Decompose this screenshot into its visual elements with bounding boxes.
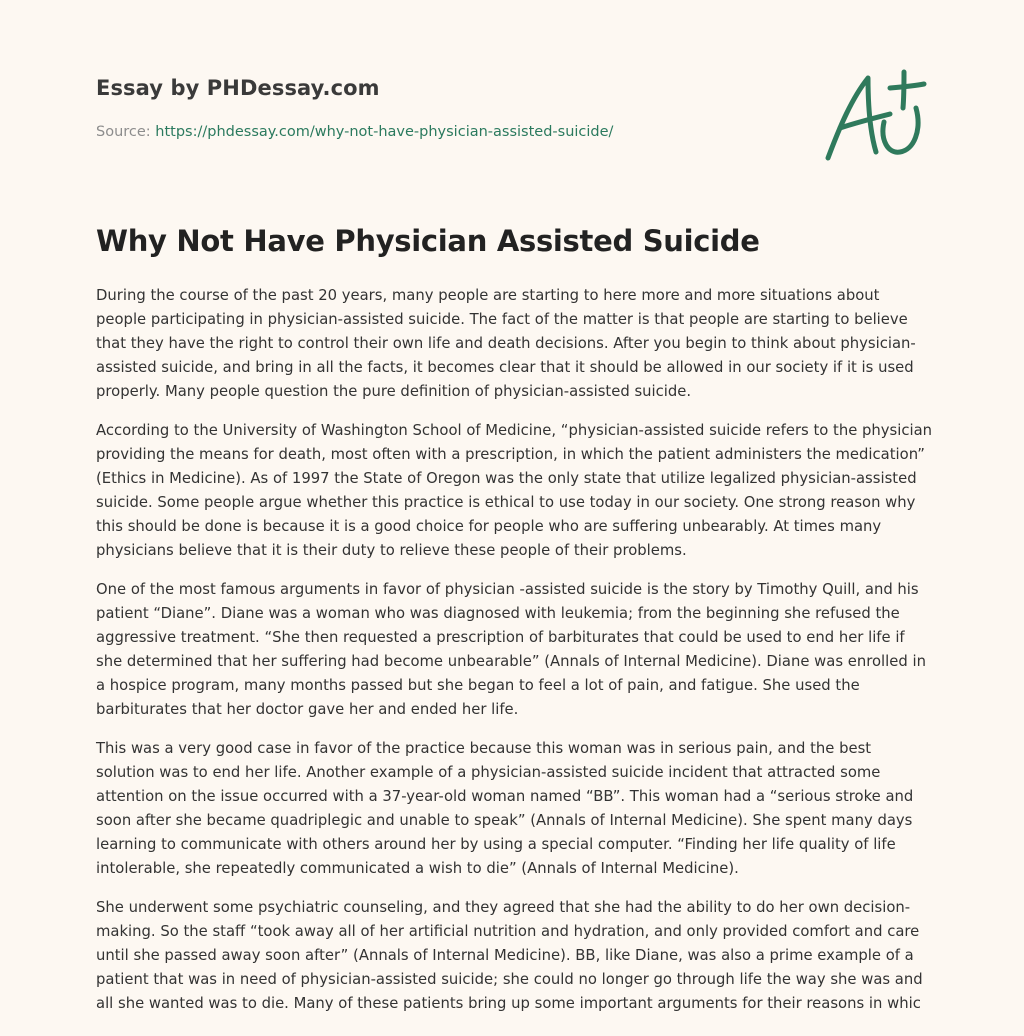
source-label: Source: [96, 124, 151, 140]
essay-paragraph: This was a very good case in favor of the practice because this woman was in serious pain, and the best solution was to end her life. Another example of a physician-assisted suicide incident that attracted some attention on the issue occurred with a 37-year-old woman named “BB”. This woman had a “serious stroke and soon after she became quadriplegic and unable to speak” (Annals of Internal Medicine). She spent many days learning to communicate with others around her by using a special computer. “Finding her life quality of life intolerable, she repeatedly communicated a wish to die” (Annals of Internal Medicine). [96, 740, 914, 877]
page-header [96, 76, 796, 140]
essay-title: Why Not Have Physician Assisted Suicide [96, 224, 760, 258]
site-brand: Essay by PHDessay.com [96, 76, 380, 100]
source-line [96, 124, 796, 140]
essay-paragraph: During the course of the past 20 years, many people are starting to here more and more situations about people participating in physician-assisted suicide. The fact of the matter is that people are starting to believe that they have the right to control their own life and death decisions. After you begin to think about physician-assisted suicide, and bring in all the facts, it becomes clear that it should be allowed in our society if it is used properly. Many people question the pure definition of physician-assisted suicide. [96, 287, 916, 400]
source-link[interactable]: https://phdessay.com/why-not-have-physician-assisted-suicide/ [155, 124, 614, 140]
essay-body [96, 284, 934, 1031]
essay-paragraph: She underwent some psychiatric counseling, and they agreed that she had the ability to do her own decision-making. So the staff “took away all of her artificial nutrition and hydration, and only provided comfort and care until she passed away soon after” (Annals of Internal Medicine). BB, like Diane, was also a prime example of a patient that was in need of physician-assisted suicide; she could no longer go through life the way she was and all she wanted was to die. Many of these patients bring up some important arguments for their reasons in whic [96, 899, 923, 1012]
essay-paragraph: According to the University of Washington School of Medicine, “physician-assisted suicide refers to the physician providing the means for death, most often with a prescription, in which the patient administers the medication” (Ethics in Medicine). As of 1997 the State of Oregon was the only state that utilize legalized physician-assisted suicide. Some people argue whether this practice is ethical to use today in our society. One strong reason why this should be done is because it is a good choice for people who are suffering unbearably. At times many physicians believe that it is their duty to relieve these people of their problems. [96, 422, 933, 559]
a-plus-logo-icon [818, 66, 930, 166]
essay-paragraph: One of the most famous arguments in favor of physician -assisted suicide is the story by Timothy Quill, and his patient “Diane”. Diane was a woman who was diagnosed with leukemia; from the beginning she refused the aggressive treatment. “She then requested a prescription of barbiturates that could be used to end her life if she determined that her suffering had become unbearable” (Annals of Internal Medicine). Diane was enrolled in a hospice program, many months passed but she began to feel a lot of pain, and fatigue. She used the barbiturates that her doctor gave her and ended her life. [96, 581, 926, 718]
